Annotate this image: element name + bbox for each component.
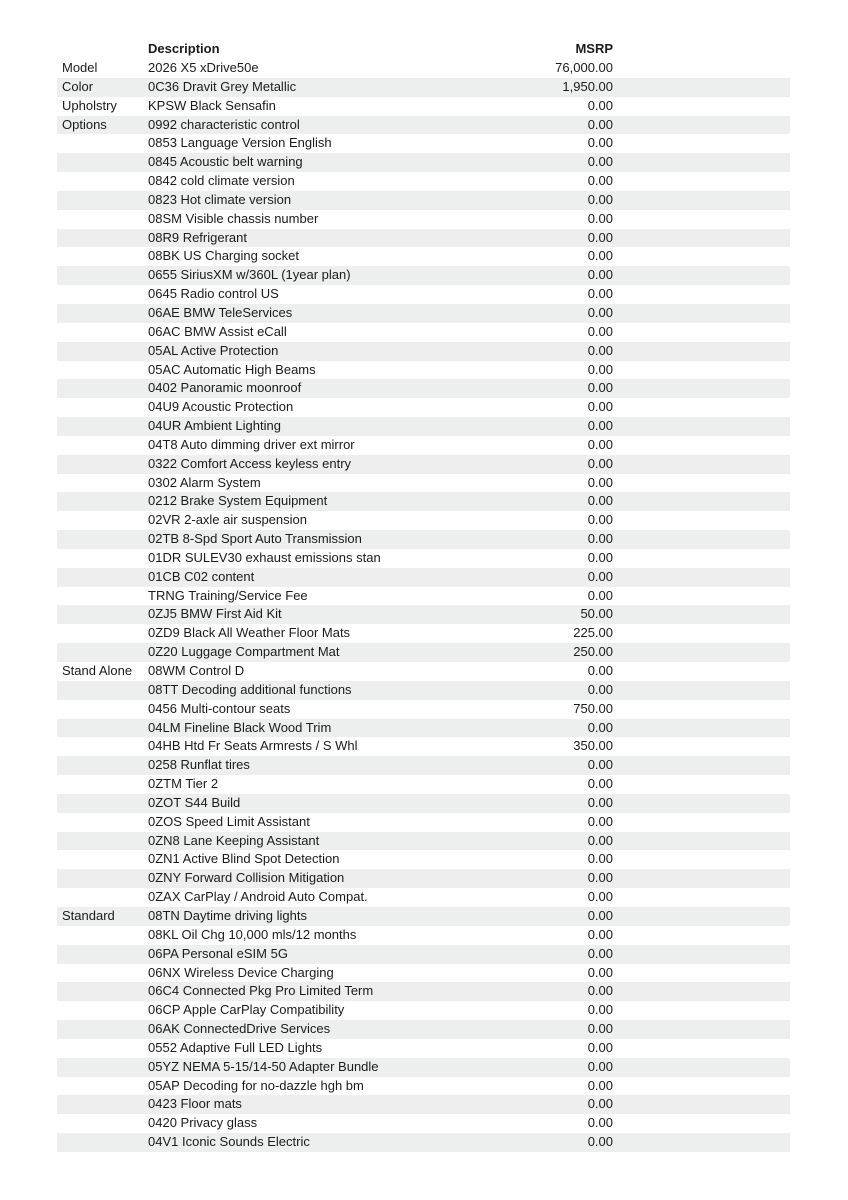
row-description: 0992 characteristic control	[148, 116, 300, 132]
row-msrp: 0.00	[587, 549, 613, 565]
table-row	[57, 813, 790, 832]
table-row	[57, 907, 790, 926]
row-description: 0402 Panoramic moonroof	[148, 380, 302, 396]
table-row	[57, 492, 790, 511]
row-description: 08SM Visible chassis number	[148, 210, 319, 226]
row-category: Standard	[62, 907, 115, 923]
row-description: 06NX Wireless Device Charging	[148, 964, 334, 980]
table-row	[57, 945, 790, 964]
row-description: 0ZN8 Lane Keeping Assistant	[148, 832, 320, 848]
row-description: 0C36 Dravit Grey Metallic	[148, 78, 297, 94]
row-msrp: 0.00	[587, 399, 613, 415]
table-row	[57, 417, 790, 436]
row-description: 06AC BMW Assist eCall	[148, 323, 287, 339]
table-row	[57, 1077, 790, 1096]
row-msrp: 0.00	[587, 323, 613, 339]
row-msrp: 225.00	[573, 625, 613, 641]
row-msrp: 0.00	[587, 1021, 613, 1037]
row-category: Stand Alone	[62, 663, 133, 678]
row-description: 08KL Oil Chg 10,000 mls/12 months	[148, 926, 357, 942]
row-description: 06CP Apple CarPlay Compatibility	[148, 1002, 345, 1018]
row-msrp: 0.00	[587, 719, 613, 735]
table-row	[57, 266, 790, 285]
row-msrp: 0.00	[587, 248, 613, 264]
row-description: 0456 Multi-contour seats	[148, 700, 291, 716]
table-row	[57, 775, 790, 794]
row-description: 08TN Daytime driving lights	[148, 907, 307, 923]
row-description: 08TT Decoding additional functions	[148, 681, 352, 697]
table-row	[57, 549, 790, 568]
row-msrp: 0.00	[587, 286, 613, 302]
row-description: 08WM Control D	[148, 663, 245, 678]
table-row	[57, 964, 790, 983]
table-row	[57, 247, 790, 266]
table-row	[57, 342, 790, 361]
table-row	[57, 1133, 790, 1152]
row-description: 05AL Active Protection	[148, 342, 279, 358]
row-msrp: 0.00	[587, 531, 613, 547]
row-msrp: 0.00	[587, 116, 613, 132]
row-msrp: 0.00	[587, 304, 613, 320]
table-row	[57, 1001, 790, 1020]
table-row	[57, 59, 790, 78]
row-description: 0552 Adaptive Full LED Lights	[148, 1039, 323, 1055]
table-header-row	[57, 38, 790, 59]
row-msrp: 0.00	[587, 757, 613, 773]
table-row	[57, 719, 790, 738]
table-row	[57, 850, 790, 869]
row-description: 04HB Htd Fr Seats Armrests / S Whl	[148, 738, 358, 754]
row-description: 0853 Language Version English	[148, 135, 332, 151]
row-description: 0258 Runflat tires	[148, 757, 250, 773]
row-msrp: 0.00	[587, 135, 613, 151]
row-msrp: 0.00	[587, 832, 613, 848]
row-description: 05AC Automatic High Beams	[148, 361, 316, 377]
row-msrp: 0.00	[587, 663, 613, 678]
row-msrp: 0.00	[587, 983, 613, 999]
row-msrp: 0.00	[587, 474, 613, 490]
row-msrp: 750.00	[573, 700, 613, 716]
row-msrp: 0.00	[587, 568, 613, 584]
header-description: Description	[148, 41, 220, 56]
row-msrp: 0.00	[587, 173, 613, 189]
row-msrp: 1,950.00	[562, 78, 613, 94]
row-description: 0Z20 Luggage Compartment Mat	[148, 644, 340, 660]
row-description: TRNG Training/Service Fee	[148, 587, 308, 603]
row-description: 06AK ConnectedDrive Services	[148, 1021, 331, 1037]
table-row	[57, 304, 790, 323]
row-description: 0645 Radio control US	[148, 286, 279, 302]
row-description: 0ZOT S44 Build	[148, 794, 241, 810]
row-description: 04U9 Acoustic Protection	[148, 399, 294, 415]
table-row	[57, 888, 790, 907]
row-description: 01DR SULEV30 exhaust emissions stan	[148, 549, 381, 565]
row-msrp: 76,000.00	[555, 60, 613, 75]
row-description: 08BK US Charging socket	[148, 248, 300, 264]
table-row	[57, 191, 790, 210]
table-row	[57, 116, 790, 135]
table-row	[57, 134, 790, 153]
row-msrp: 0.00	[587, 1077, 613, 1093]
table-row	[57, 756, 790, 775]
row-description: 0842 cold climate version	[148, 173, 295, 189]
row-description: 04V1 Iconic Sounds Electric	[148, 1134, 310, 1150]
table-row	[57, 700, 790, 719]
row-msrp: 0.00	[587, 1002, 613, 1018]
row-description: 0322 Comfort Access keyless entry	[148, 455, 352, 471]
row-msrp: 0.00	[587, 681, 613, 697]
row-msrp: 0.00	[587, 1058, 613, 1074]
row-msrp: 0.00	[587, 97, 613, 113]
table-row	[57, 97, 790, 116]
row-category: Color	[62, 78, 94, 94]
row-msrp: 0.00	[587, 210, 613, 226]
table-row	[57, 285, 790, 304]
row-description: 0212 Brake System Equipment	[148, 493, 328, 509]
table-row	[57, 229, 790, 248]
row-msrp: 0.00	[587, 907, 613, 923]
row-description: 06AE BMW TeleServices	[148, 304, 293, 320]
row-description: 04UR Ambient Lighting	[148, 418, 281, 434]
table-row	[57, 530, 790, 549]
row-msrp: 250.00	[573, 644, 613, 660]
header-msrp: MSRP	[575, 41, 613, 56]
row-description: 0423 Floor mats	[148, 1096, 242, 1112]
row-msrp: 0.00	[587, 776, 613, 792]
row-msrp: 0.00	[587, 229, 613, 245]
pricing-table	[57, 38, 790, 1152]
table-row	[57, 662, 790, 681]
row-description: 02VR 2-axle air suspension	[148, 512, 307, 528]
row-category: Upholstry	[62, 97, 117, 113]
row-msrp: 0.00	[587, 926, 613, 942]
table-row	[57, 1114, 790, 1133]
row-msrp: 0.00	[587, 191, 613, 207]
table-row	[57, 624, 790, 643]
table-row	[57, 511, 790, 530]
row-description: 0845 Acoustic belt warning	[148, 154, 303, 170]
row-description: 0420 Privacy glass	[148, 1115, 258, 1131]
row-msrp: 0.00	[587, 455, 613, 471]
row-description: 0ZOS Speed Limit Assistant	[148, 813, 310, 829]
table-row	[57, 605, 790, 624]
table-row	[57, 1039, 790, 1058]
row-msrp: 50.00	[580, 606, 613, 622]
row-msrp: 0.00	[587, 154, 613, 170]
table-row	[57, 926, 790, 945]
row-msrp: 0.00	[587, 964, 613, 980]
row-msrp: 0.00	[587, 267, 613, 283]
table-row	[57, 1020, 790, 1039]
row-description: 04LM Fineline Black Wood Trim	[148, 719, 332, 735]
row-description: 02TB 8-Spd Sport Auto Transmission	[148, 531, 362, 547]
row-msrp: 0.00	[587, 1096, 613, 1112]
row-msrp: 0.00	[587, 813, 613, 829]
row-category: Model	[62, 60, 98, 75]
row-description: 0ZNY Forward Collision Mitigation	[148, 870, 345, 886]
table-row	[57, 210, 790, 229]
row-description: KPSW Black Sensafin	[148, 97, 276, 113]
row-msrp: 0.00	[587, 493, 613, 509]
table-row	[57, 643, 790, 662]
table-body	[57, 59, 790, 1152]
row-msrp: 0.00	[587, 889, 613, 905]
row-description: 0655 SiriusXM w/360L (1year plan)	[148, 267, 351, 283]
table-row	[57, 172, 790, 191]
row-msrp: 0.00	[587, 794, 613, 810]
row-description: 0823 Hot climate version	[148, 191, 292, 207]
row-description: 05YZ NEMA 5-15/14-50 Adapter Bundle	[148, 1058, 379, 1074]
table-row	[57, 587, 790, 606]
table-row	[57, 982, 790, 1001]
row-msrp: 350.00	[573, 738, 613, 754]
row-msrp: 0.00	[587, 361, 613, 377]
table-row	[57, 832, 790, 851]
table-row	[57, 361, 790, 380]
row-description: 2026 X5 xDrive50e	[148, 60, 259, 75]
table-row	[57, 436, 790, 455]
row-msrp: 0.00	[587, 512, 613, 528]
row-msrp: 0.00	[587, 870, 613, 886]
row-description: 0ZN1 Active Blind Spot Detection	[148, 851, 340, 867]
row-description: 06PA Personal eSIM 5G	[148, 945, 288, 961]
table-row	[57, 869, 790, 888]
row-msrp: 0.00	[587, 1134, 613, 1150]
table-row	[57, 1095, 790, 1114]
table-row	[57, 474, 790, 493]
row-description: 01CB C02 content	[148, 568, 255, 584]
row-description: 0ZJ5 BMW First Aid Kit	[148, 606, 282, 622]
row-description: 0ZD9 Black All Weather Floor Mats	[148, 625, 351, 641]
row-msrp: 0.00	[587, 380, 613, 396]
row-msrp: 0.00	[587, 1039, 613, 1055]
row-msrp: 0.00	[587, 418, 613, 434]
table-row	[57, 681, 790, 700]
row-msrp: 0.00	[587, 1115, 613, 1131]
row-description: 0ZAX CarPlay / Android Auto Compat.	[148, 889, 368, 905]
table-row	[57, 455, 790, 474]
table-row	[57, 153, 790, 172]
row-msrp: 0.00	[587, 945, 613, 961]
row-description: 06C4 Connected Pkg Pro Limited Term	[148, 983, 374, 999]
table-row	[57, 737, 790, 756]
row-msrp: 0.00	[587, 587, 613, 603]
row-msrp: 0.00	[587, 851, 613, 867]
table-row	[57, 568, 790, 587]
table-row	[57, 78, 790, 97]
table-row	[57, 1058, 790, 1077]
row-category: Options	[62, 116, 107, 132]
row-description: 08R9 Refrigerant	[148, 229, 247, 245]
row-msrp: 0.00	[587, 342, 613, 358]
table-row	[57, 794, 790, 813]
table-row	[57, 379, 790, 398]
table-row	[57, 398, 790, 417]
row-description: 0302 Alarm System	[148, 474, 261, 490]
row-description: 04T8 Auto dimming driver ext mirror	[148, 436, 355, 452]
row-msrp: 0.00	[587, 436, 613, 452]
row-description: 05AP Decoding for no-dazzle hgh bm	[148, 1077, 364, 1093]
row-description: 0ZTM Tier 2	[148, 776, 219, 792]
table-row	[57, 323, 790, 342]
